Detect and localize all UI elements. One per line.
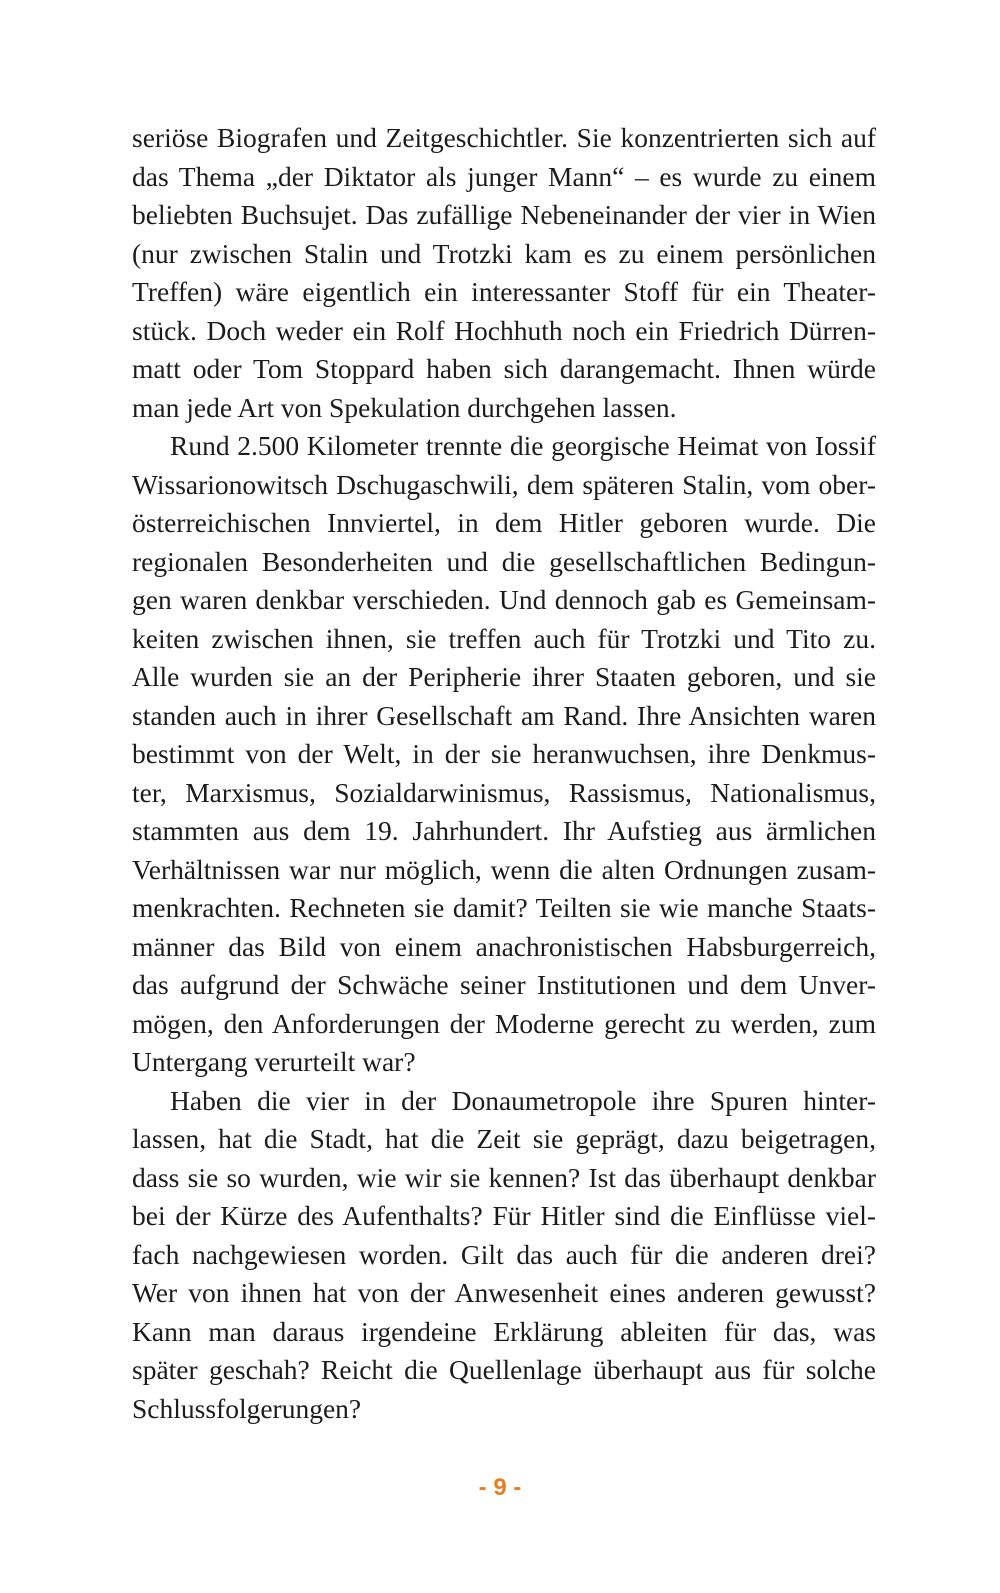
text-line: beliebten Buchsujet. Das zufällige Nebeneinander der vier in Wien <box>132 199 876 230</box>
text-line: bei der Kürze des Aufenthalts? Für Hitler sind die Einflüsse viel- <box>132 1200 876 1231</box>
text-line: keiten zwischen ihnen, sie treffen auch für Trotzki und Tito zu. <box>132 622 876 654</box>
text-line: Alle wurden sie an der Peripherie ihrer Staaten geboren, und sie <box>132 661 876 692</box>
text-line: dass sie so wurden, wie wir sie kennen? Ist das überhaupt denkbar <box>132 1161 876 1193</box>
body-text <box>132 119 876 1428</box>
text-line: männer das Bild von einem anachronistischen Habsburgerreich, <box>132 930 876 962</box>
text-line: Kann man daraus irgendeine Erklärung ableiten für das, was <box>132 1315 876 1347</box>
text-line: fach nachgewiesen worden. Gilt das auch für die anderen drei? <box>132 1238 876 1270</box>
text-line: Verhältnissen war nur möglich, wenn die alten Ordnungen zusam- <box>132 853 876 885</box>
text-line: seriöse Biografen und Zeitgeschichtler. Sie konzentrierten sich auf <box>132 122 876 153</box>
text-line: mögen, den Anforderungen der Moderne gerecht zu werden, zum <box>132 1007 876 1039</box>
paragraph <box>132 1082 876 1429</box>
paragraph <box>132 427 876 1082</box>
text-line: bestimmt von der Welt, in der sie heranwuchsen, ihre Denkmus- <box>132 738 876 769</box>
text-line: regionalen Besonderheiten und die gesellschaftlichen Bedingun- <box>132 545 876 577</box>
paragraph <box>132 119 876 427</box>
text-line: Wissarionowitsch Dschugaschwili, dem späteren Stalin, vom ober- <box>132 468 876 500</box>
text-line: stück. Doch weder ein Rolf Hochhuth noch ein Friedrich Dürren- <box>132 314 876 346</box>
text-line: man jede Art von Spekulation durchgehen lassen. <box>132 391 677 423</box>
text-line: Rund 2.500 Kilometer trennte die georgische Heimat von Iossif <box>170 430 876 461</box>
text-line: matt oder Tom Stoppard haben sich darangemacht. Ihnen würde <box>132 353 876 384</box>
text-line: gen waren denkbar verschieden. Und dennoch gab es Gemeinsam- <box>132 584 876 615</box>
text-line: standen auch in ihrer Gesellschaft am Rand. Ihre Ansichten waren <box>132 699 876 731</box>
text-line: das Thema „der Diktator als junger Mann“ – es wurde zu einem <box>132 160 876 192</box>
text-line: österreichischen Innviertel, in dem Hitler geboren wurde. Die <box>132 507 876 538</box>
text-line: lassen, hat die Stadt, hat die Zeit sie geprägt, dazu beigetragen, <box>132 1123 876 1154</box>
text-line: später geschah? Reicht die Quellenlage überhaupt aus für solche <box>132 1354 876 1385</box>
text-line: ter, Marxismus, Sozialdarwinismus, Rassismus, Nationalismus, <box>132 776 876 808</box>
text-line: Untergang verurteilt war? <box>132 1046 416 1077</box>
page-number: - 9 - <box>478 1474 522 1501</box>
text-line: stammten aus dem 19. Jahrhundert. Ihr Aufstieg aus ärmlichen <box>132 815 876 846</box>
text-line: Wer von ihnen hat von der Anwesenheit eines anderen gewusst? <box>132 1277 876 1308</box>
text-line: menkrachten. Rechneten sie damit? Teilten sie wie manche Staats- <box>132 892 876 923</box>
text-line: Schlussfolgerungen? <box>132 1392 362 1424</box>
text-line: Treffen) wäre eigentlich ein interessanter Stoff für ein Theater- <box>132 276 876 307</box>
text-line: (nur zwischen Stalin und Trotzki kam es zu einem persönlichen <box>132 237 876 269</box>
text-line: Haben die vier in der Donaumetropole ihre Spuren hinter- <box>170 1084 876 1116</box>
text-line: das aufgrund der Schwäche seiner Institutionen und dem Unver- <box>132 969 876 1000</box>
